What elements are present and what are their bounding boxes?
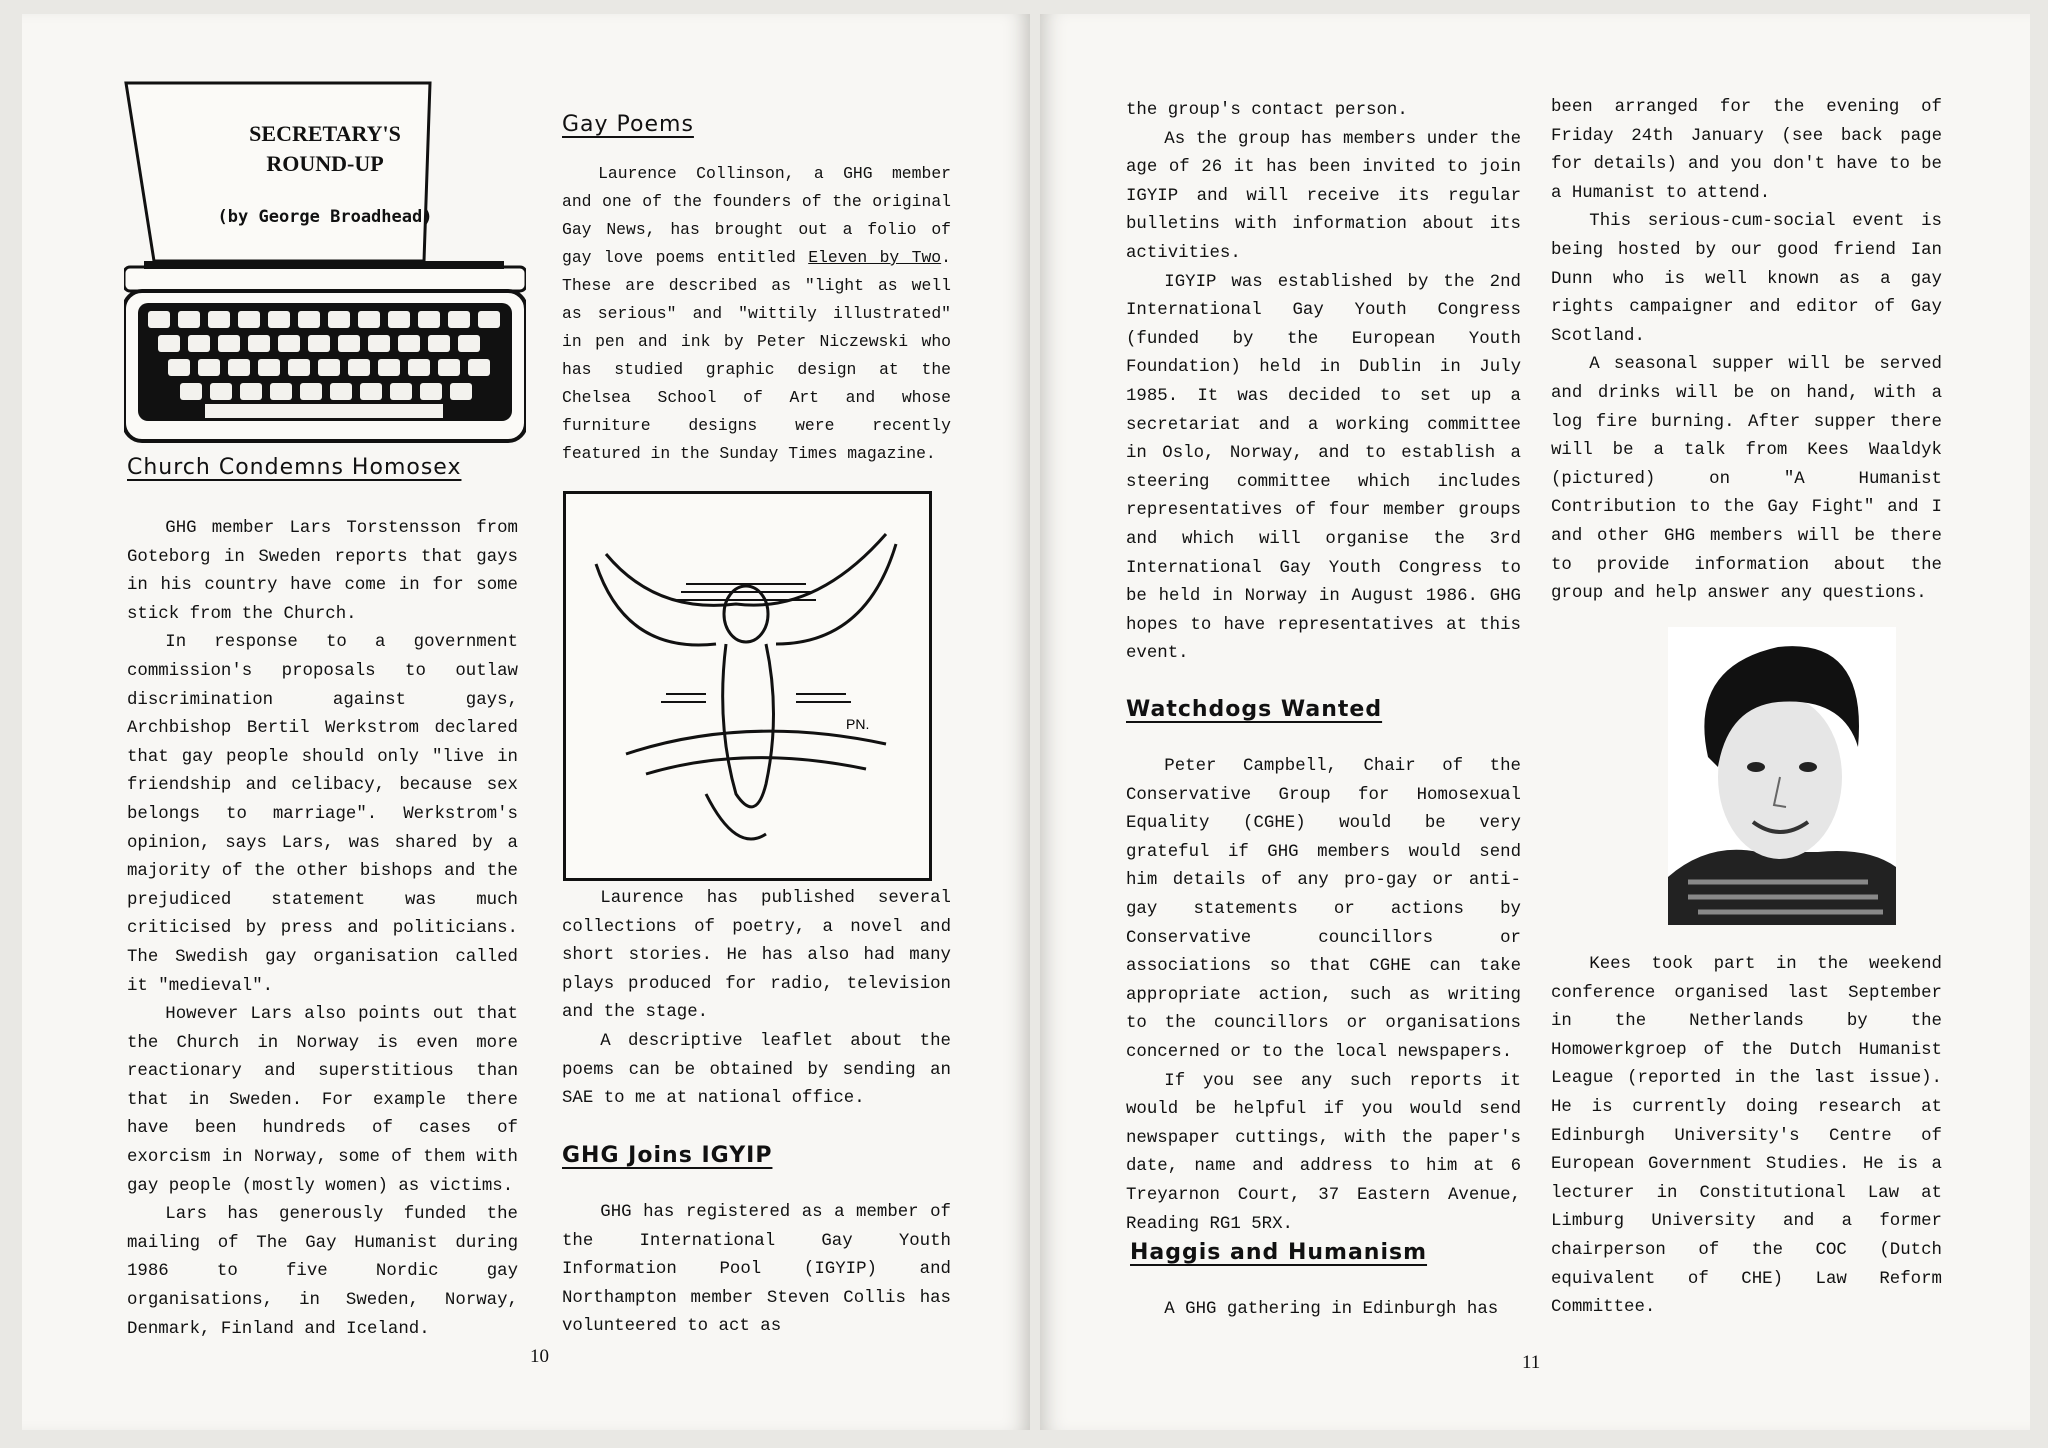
typewriter-key <box>360 383 382 400</box>
typewriter-key <box>178 311 200 328</box>
typewriter-key <box>218 335 240 352</box>
typewriter-key <box>208 311 230 328</box>
paragraph: However Lars also points out that the Church in Norway is even more reactionary and superstitious than that in Sweden. For example there have been hundreds of cases of exorcism in Norway, some of them with gay people (mostly women) as victims. <box>127 1005 518 1196</box>
typewriter-key <box>428 335 450 352</box>
heading-gay-poems: Gay Poems <box>562 112 694 137</box>
page-number: 10 <box>530 1346 549 1367</box>
igyip-continued <box>1126 97 1521 669</box>
secretary-roundup-title <box>124 119 526 179</box>
portrait-icon <box>1668 627 1896 925</box>
typewriter-key <box>180 383 202 400</box>
text: Laurence Collinson, a GHG member and one of the founders of the original Gay News, has brought out a folio of gay love poems entitled <box>562 164 951 267</box>
paragraph: As the group has members under the age of 26 it has been invited to join IGYIP and will receive its regular bulletins with information about its activities. <box>1126 129 1521 263</box>
typewriter-key <box>298 311 320 328</box>
gay-poems-article <box>562 160 951 468</box>
typewriter-key <box>348 359 370 376</box>
typewriter-illustration <box>124 81 526 445</box>
paragraph: been arranged for the evening of Friday 24th January (see back page for details) and you don't have to be a Humanist to attend. <box>1551 98 1942 203</box>
paragraph: This serious-cum-social event is being hosted by our good friend Ian Dunn who is well known as a gay rights campaigner and editor of Gay Scotland. <box>1551 212 1942 346</box>
typewriter-key <box>390 383 412 400</box>
typewriter-key <box>388 311 410 328</box>
kees-article <box>1551 951 1942 1323</box>
text: . These are described as "light as well as serious" and "wittily illustrated" in pen and ink by Peter Niczewski who has studied graphic design at the Chelsea School of Art and whose furniture designs were recently featured in the Sunday Times magazine. <box>562 248 951 463</box>
typewriter-key <box>328 311 350 328</box>
typewriter-key <box>268 311 290 328</box>
heading-church-condemns: Church Condemns Homosex <box>127 455 462 480</box>
watchdogs-article <box>1126 753 1521 1239</box>
paragraph: A descriptive leaflet about the poems can be obtained by sending an SAE to me at national office. <box>562 1031 951 1109</box>
paragraph: Lars has generously funded the mailing of The Gay Humanist during 1986 to five Nordic gay organisations, in Sweden, Norway, Denmark, Finland and Iceland. <box>127 1205 518 1339</box>
typewriter-key <box>188 335 210 352</box>
typewriter-key <box>210 383 232 400</box>
paragraph: A seasonal supper will be served and drinks will be on hand, with a log fire burning. After supper there will be a talk from Kees Waaldyk (pictured) on "A Humanist Contribution to the Gay Fight" and I and other GHG members will be there to provide information about the group and help answer any questions. <box>1551 355 1942 604</box>
heading-haggis-and-humanism: Haggis and Humanism <box>1130 1240 1428 1265</box>
typewriter-key <box>258 359 280 376</box>
typewriter-key <box>240 383 262 400</box>
typewriter-key <box>168 359 190 376</box>
typewriter-key <box>288 359 310 376</box>
typewriter-key <box>398 335 420 352</box>
haggis-article <box>1126 1296 1521 1325</box>
typewriter-key <box>318 359 340 376</box>
typewriter-key <box>300 383 322 400</box>
typewriter-key <box>358 311 380 328</box>
typewriter-key <box>308 335 330 352</box>
illustration-signature: PN. <box>846 716 870 732</box>
church-article <box>127 515 518 1344</box>
paragraph <box>562 160 951 468</box>
title-line: ROUND-UP <box>266 151 384 176</box>
kees-waaldyk-photo <box>1668 627 1896 925</box>
paragraph: the group's contact person. <box>1126 101 1408 120</box>
typewriter-key <box>148 311 170 328</box>
typewriter-key <box>338 335 360 352</box>
heading-ghg-joins-igyip: GHG Joins IGYIP <box>562 1143 773 1168</box>
typewriter-key <box>438 359 460 376</box>
paragraph: GHG member Lars Torstensson from Goteborg in Sweden reports that gays in his country have come in for some stick from the Church. <box>127 519 518 624</box>
paragraph: Peter Campbell, Chair of the Conservative Group for Homosexual Equality (CGHE) would be very grateful if GHG members would send him details of any pro-gay or anti-gay statements or actions by Conservative councillors or associations so that CGHE can take appropriate action, such as writing to the councillors or organisations concerned or to the local newspapers. <box>1126 757 1521 1062</box>
typewriter-key <box>368 335 390 352</box>
angel-illustration <box>563 491 932 881</box>
byline: (by George Broadhead) <box>217 207 433 227</box>
gay-poems-continued <box>562 885 951 1114</box>
typewriter-key <box>418 311 440 328</box>
paragraph: Laurence has published several collections of poetry, a novel and short stories. He has also had many plays produced for radio, television and the stage. <box>562 889 951 1023</box>
paragraph: In response to a government commission's proposals to outlaw discrimination against gays, Archbishop Bertil Werkstrom declared that gay people should only "live in friendship and celibacy, because sex belongs to marriage". Werkstrom's opinion, says Lars, was shared by a majority of the other bishops and the prejudiced statement was much criticised by press and politicians. The Swedish gay organisation called it "medieval". <box>127 633 518 996</box>
typewriter-key <box>238 311 260 328</box>
igyip-article <box>562 1199 951 1342</box>
typewriter-key <box>378 359 400 376</box>
typewriter-key <box>468 359 490 376</box>
paragraph: Kees took part in the weekend conference organised last September in the Netherlands by the Homowerkgroep of the Dutch Humanist League (reported in the last issue). He is currently doing research at Edinburgh University's Centre of European Government Studies. He is a lecturer in Constitutional Law at Limburg University and a former chairperson of the COC (Dutch equivalent of CHE) Law Reform Committee. <box>1551 955 1942 1318</box>
paragraph: IGYIP was established by the 2nd International Gay Youth Congress (funded by the European Youth Foundation) held in Dublin in July 1985. It was decided to set up a secretariat and a working committee in Oslo, Norway, and to establish a steering committee which includes representatives of four member groups and which will organise the 3rd International Gay Youth Congress to be held in Norway in August 1986. GHG hopes to have representatives at this event. <box>1126 272 1521 664</box>
typewriter-key <box>248 335 270 352</box>
typewriter-key <box>478 311 500 328</box>
typewriter-key <box>278 335 300 352</box>
angel-icon <box>566 494 929 878</box>
typewriter-key <box>420 383 442 400</box>
paragraph: GHG has registered as a member of the International Gay Youth Information Pool (IGYIP) and Northampton member Steven Collis has volunteered to act as <box>562 1203 951 1337</box>
paragraph: If you see any such reports it would be helpful if you would send newspaper cuttings, with the paper's date, name and address to him at 6 Treyarnon Court, 37 Eastern Avenue, Reading RG1 5RX. <box>1126 1071 1521 1234</box>
typewriter-key <box>330 383 352 400</box>
typewriter-key <box>158 335 180 352</box>
page-number: 11 <box>1522 1352 1541 1373</box>
paragraph: A GHG gathering in Edinburgh has <box>1164 1300 1499 1319</box>
typewriter-key <box>408 359 430 376</box>
typewriter-key <box>198 359 220 376</box>
typewriter-key <box>228 359 250 376</box>
typewriter-key <box>270 383 292 400</box>
typewriter-key <box>448 311 470 328</box>
haggis-continued <box>1551 94 1942 609</box>
typewriter-key <box>450 383 472 400</box>
heading-watchdogs-wanted: Watchdogs Wanted <box>1126 697 1383 722</box>
book-title: Eleven by Two <box>808 248 942 267</box>
typewriter-key <box>458 335 480 352</box>
title-line: SECRETARY'S <box>249 121 401 146</box>
